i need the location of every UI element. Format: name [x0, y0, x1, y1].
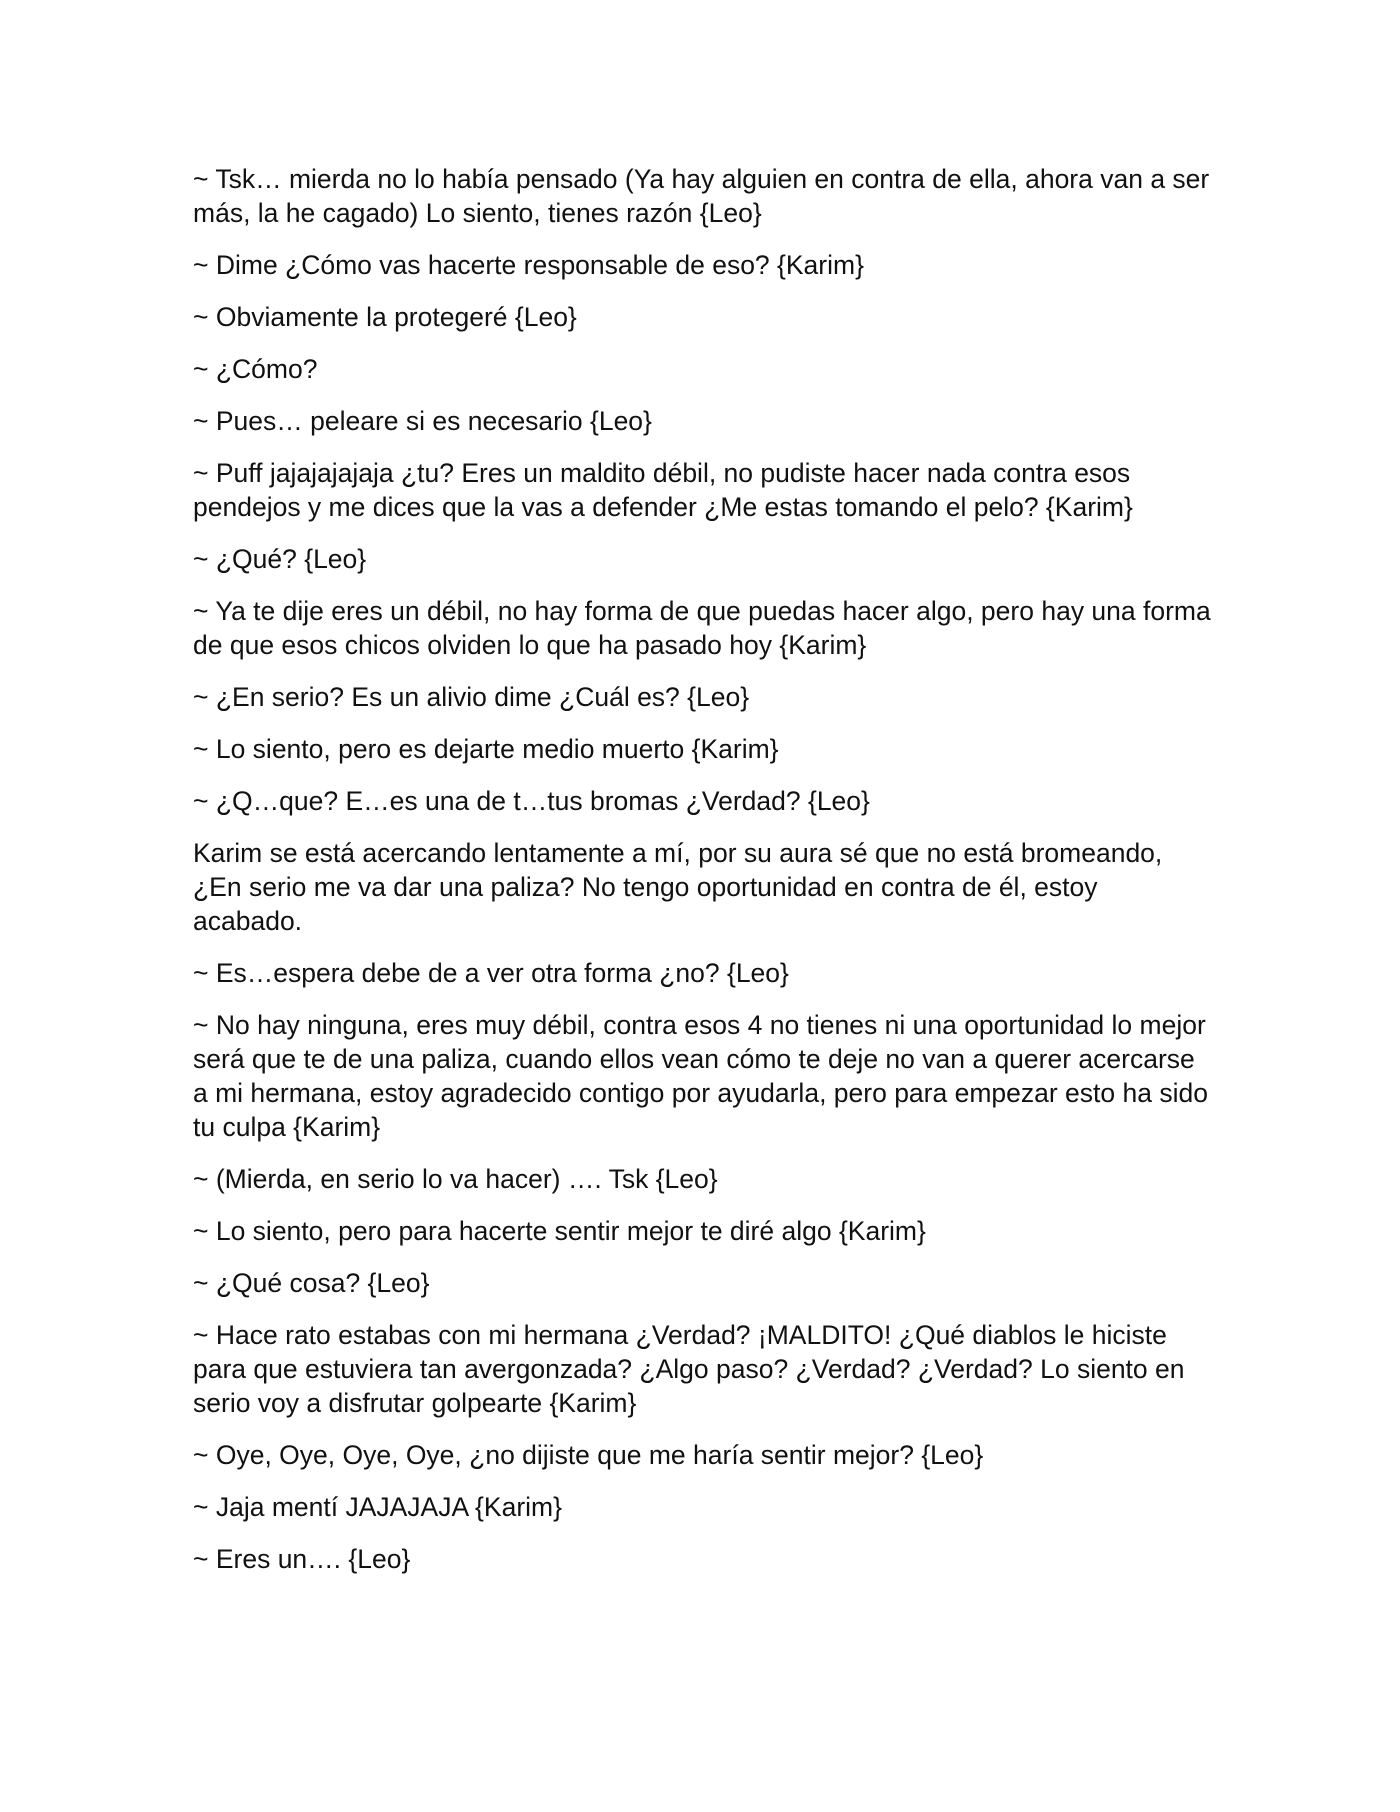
dialogue-line: ~ Es…espera debe de a ver otra forma ¿no? {Leo}: [193, 958, 789, 988]
document-page: [193, 162, 1213, 1594]
dialogue-line: ~ Lo siento, pero para hacerte sentir mejor te diré algo {Karim}: [193, 1216, 926, 1246]
dialogue-line: ~ ¿Cómo?: [193, 354, 318, 384]
dialogue-line: ~ Jaja mentí JAJAJAJA {Karim}: [193, 1492, 562, 1522]
dialogue-line: ~ Lo siento, pero es dejarte medio muerto {Karim}: [193, 734, 779, 764]
dialogue-line: ~ Oye, Oye, Oye, Oye, ¿no dijiste que me haría sentir mejor? {Leo}: [193, 1440, 984, 1470]
dialogue-line: ~ Pues… peleare si es necesario {Leo}: [193, 406, 652, 436]
dialogue-line: ~ Tsk… mierda no lo había pensado (Ya hay alguien en contra de ella, ahora van a ser más, la he cagado) Lo siento, tienes razón {Leo}: [193, 164, 1210, 228]
dialogue-line: ~ (Mierda, en serio lo va hacer) …. Tsk {Leo}: [193, 1164, 718, 1194]
dialogue-line: ~ ¿Qué? {Leo}: [193, 544, 367, 574]
dialogue-line: ~ Dime ¿Cómo vas hacerte responsable de eso? {Karim}: [193, 250, 864, 280]
dialogue-line: ~ ¿Q…que? E…es una de t…tus bromas ¿Verdad? {Leo}: [193, 786, 870, 816]
dialogue-line: ~ ¿Qué cosa? {Leo}: [193, 1268, 430, 1298]
narration-paragraph: Karim se está acercando lentamente a mí, por su aura sé que no está bromeando, ¿En serio me va dar una paliza? No tengo oportunidad en contra de él, estoy acabado.: [193, 838, 1163, 936]
dialogue-line: ~ No hay ninguna, eres muy débil, contra esos 4 no tienes ni una oportunidad lo mejor será que te de una paliza, cuando ellos vean cómo te deje no van a querer acercarse a mi hermana, estoy agradecido contigo por ayudarla, pero para empezar esto ha sido tu culpa {Karim}: [193, 1010, 1208, 1142]
dialogue-line: ~ Hace rato estabas con mi hermana ¿Verdad? ¡MALDITO! ¿Qué diablos le hiciste para que estuviera tan avergonzada? ¿Algo paso? ¿Verdad? ¿Verdad? Lo siento en serio voy a disfrutar golpearte {Karim}: [193, 1320, 1185, 1418]
dialogue-line: ~ Ya te dije eres un débil, no hay forma de que puedas hacer algo, pero hay una forma de que esos chicos olviden lo que ha pasado hoy {Karim}: [193, 596, 1211, 660]
dialogue-line: ~ Eres un…. {Leo}: [193, 1544, 411, 1574]
dialogue-line: ~ Puff jajajajajaja ¿tu? Eres un maldito débil, no pudiste hacer nada contra esos pendejos y me dices que la vas a defender ¿Me estas tomando el pelo? {Karim}: [193, 458, 1133, 522]
dialogue-line: ~ ¿En serio? Es un alivio dime ¿Cuál es? {Leo}: [193, 682, 750, 712]
dialogue-line: ~ Obviamente la protegeré {Leo}: [193, 302, 577, 332]
